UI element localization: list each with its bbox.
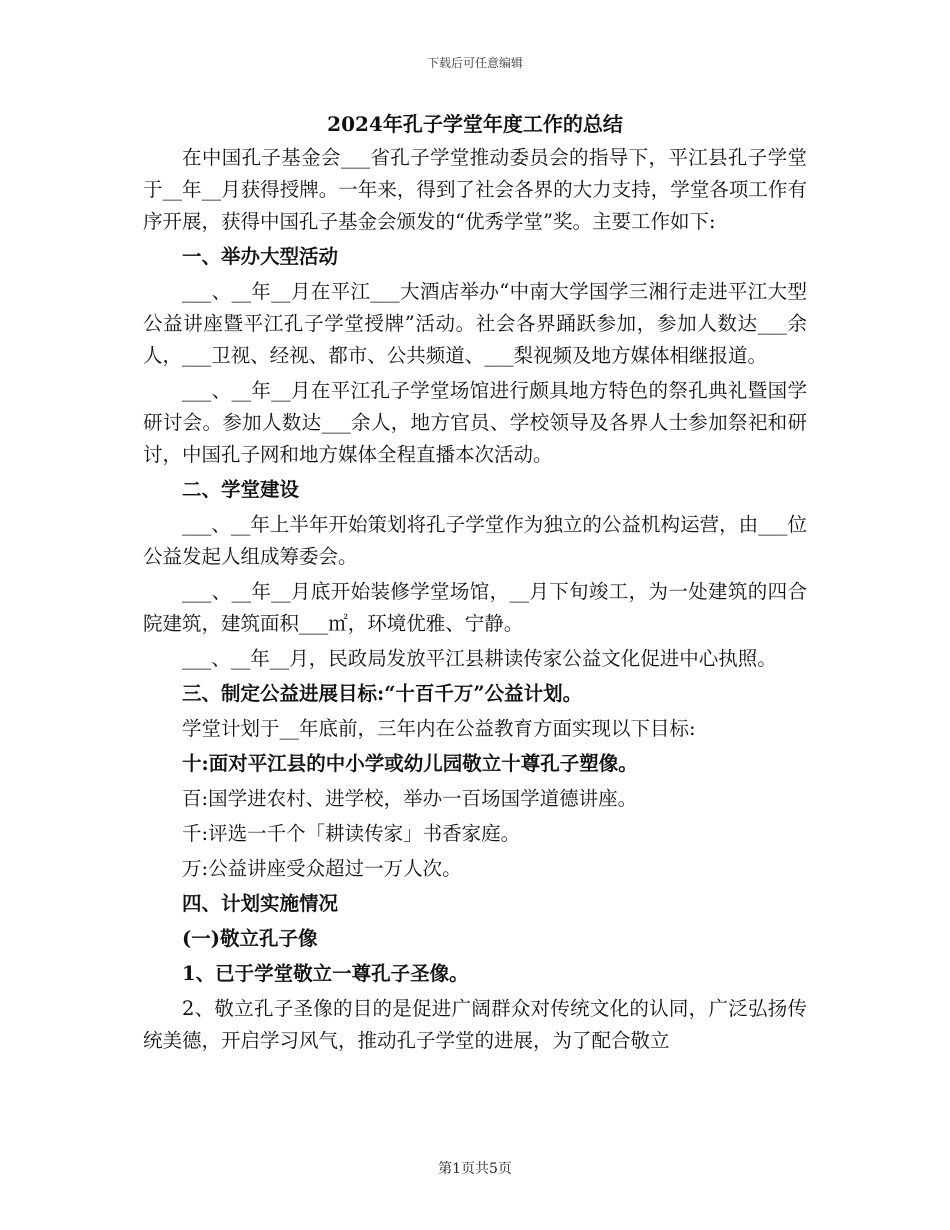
section-heading-4: 四、计划实施情况	[182, 892, 339, 915]
subsection-heading: (一)敬立孔子像	[182, 927, 318, 950]
document-body	[143, 108, 807, 1060]
numbered-item-1: 1、已于学堂敬立一尊孔子圣像。	[182, 962, 469, 985]
document-title: 2024年孔子学堂年度工作的总结	[327, 112, 623, 136]
body-paragraph: ___、__年__月在平江___大酒店举办“中南大学国学三湘行走进平江大型公益讲座暨平江孔子学堂授牌”活动。社会各界踊跃参加，参加人数达___余人，___卫视、经视、都市、公共频道、___梨视频及地方媒体相继报道。	[143, 280, 807, 367]
body-paragraph: ___、__年上半年开始策划将孔子学堂作为独立的公益机构运营，由___位公益发起人组成筹委会。	[143, 513, 807, 568]
goal-hundred: 百:国学进农村、进学校，举办一百场国学道德讲座。	[182, 787, 638, 810]
intro-paragraph: 在中国孔子基金会___省孔子学堂推动委员会的指导下，平江县孔子学堂于__年__月获得授牌。一年来，得到了社会各界的大力支持，学堂各项工作有序开展，获得中国孔子基金会颁发的“优秀学堂”奖。主要工作如下:	[143, 146, 807, 233]
goal-ten: 十:面对平江县的中小学或幼儿园敬立十尊孔子塑像。	[182, 752, 638, 775]
goal-ten-thousand: 万:公益讲座受众超过一万人次。	[182, 857, 462, 880]
page-number-footer: 第1页共5页	[438, 1161, 512, 1177]
body-paragraph: ___、__年__月，民政局发放平江县耕读传家公益文化促进中心执照。	[182, 647, 777, 670]
body-paragraph: ___、__年__月底开始装修学堂场馆，__月下旬竣工，为一处建筑的四合院建筑，建筑面积___㎡，环境优雅、宁静。	[143, 580, 807, 635]
section-heading-3: 三、制定公益进展目标:“十百千万”公益计划。	[182, 682, 583, 705]
goal-thousand: 千:评选一千个「耕读传家」书香家庭。	[182, 822, 521, 845]
section-heading-2: 二、学堂建设	[182, 478, 300, 501]
body-paragraph: 学堂计划于__年底前，三年内在公益教育方面实现以下目标:	[182, 717, 696, 740]
header-note: 下载后可任意编辑	[426, 56, 523, 70]
section-heading-1: 一、举办大型活动	[182, 245, 339, 268]
body-paragraph: ___、__年__月在平江孔子学堂场馆进行颇具地方特色的祭孔典礼暨国学研讨会。参加人数达___余人，地方官员、学校领导及各界人士参加祭祀和研讨，中国孔子网和地方媒体全程直播本次活动。	[143, 379, 807, 466]
numbered-item-2: 2、敬立孔子圣像的目的是促进广阔群众对传统文化的认同，广泛弘扬传统美德，开启学习风气，推动孔子学堂的进展，为了配合敬立	[143, 997, 807, 1052]
